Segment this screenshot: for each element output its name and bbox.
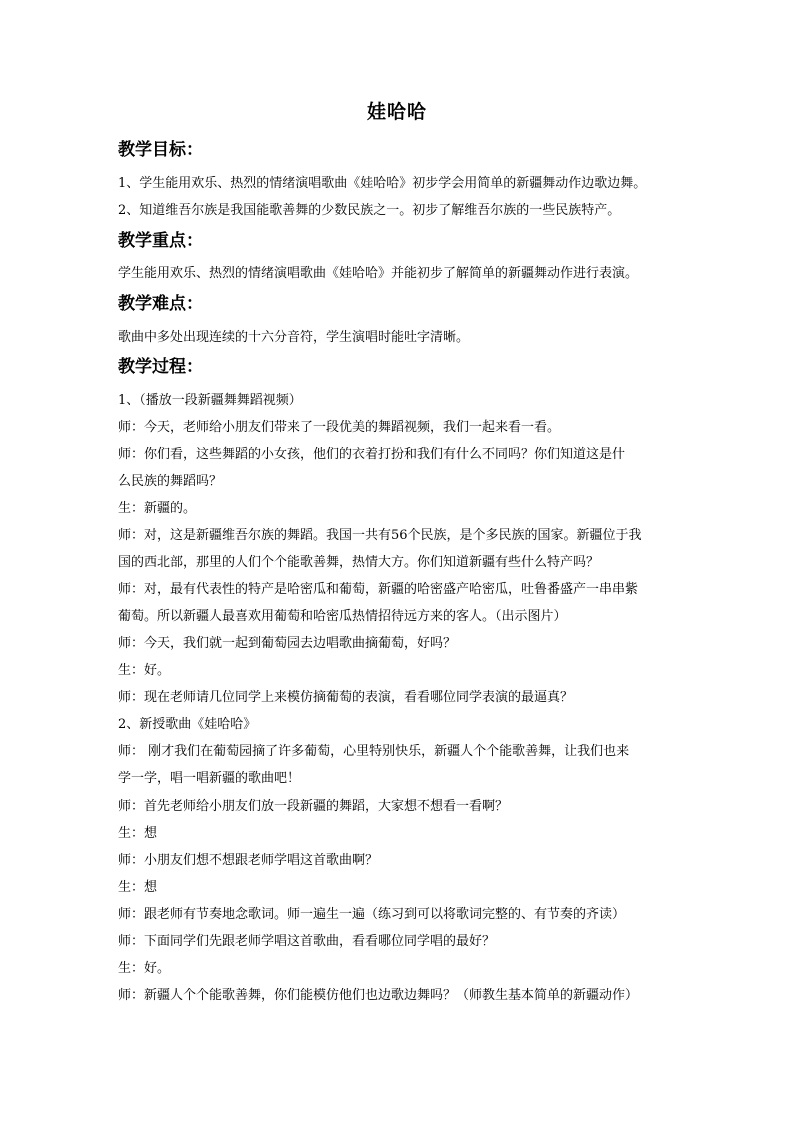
process-line: 师：对，这是新疆维吾尔族的舞蹈。我国一共有56个民族，是个多民族的国家。新疆位于我 [118, 528, 642, 543]
process-line: 生：好。 [118, 961, 171, 976]
document-title: 娃哈哈 [366, 101, 427, 123]
process-line: 师：下面同学们先跟老师学唱这首歌曲，看看哪位同学唱的最好？ [118, 934, 496, 949]
heading-teaching-process: 教学过程： [118, 357, 203, 377]
process-line: 国的西北部，那里的人们个个能歌善舞，热情大方。你们知道新疆有些什么特产吗？ [118, 555, 600, 570]
key-points-text: 学生能用欢乐、热烈的情绪演唱歌曲《娃哈哈》并能初步了解简单的新疆舞动作进行表演。 [118, 266, 639, 281]
process-line: 葡萄。所以新疆人最喜欢用葡萄和哈密瓜热情招待远方来的客人。（出示图片） [118, 609, 567, 624]
process-line: 师：你们看，这些舞蹈的小女孩，他们的衣着打扮和我们有什么不同吗？你们知道这是什 [118, 447, 626, 462]
process-line: 1、（播放一段新疆舞舞蹈视频） [118, 393, 302, 408]
process-line: 2、新授歌曲《娃哈哈》 [118, 717, 257, 732]
heading-key-points: 教学重点： [118, 231, 203, 251]
goal-item-1: 1、学生能用欢乐、热烈的情绪演唱歌曲《娃哈哈》初步学会用简单的新疆舞动作边歌边舞。 [118, 176, 647, 191]
process-line: 师：今天，老师给小朋友们带来了一段优美的舞蹈视频，我们一起来看一看。 [118, 420, 561, 435]
process-line: 师：小朋友们想不想跟老师学唱这首歌曲啊？ [118, 853, 379, 868]
difficulties-text: 歌曲中多处出现连续的十六分音符，学生演唱时能吐字清晰。 [118, 330, 470, 345]
goal-item-2: 2、知道维吾尔族是我国能歌善舞的少数民族之一。初步了解维吾尔族的一些民族特产。 [118, 203, 621, 218]
process-line: 师：现在老师请几位同学上来模仿摘葡萄的表演，看看哪位同学表演的最逼真？ [118, 690, 574, 705]
process-line: 师：跟老师有节奏地念歌词。师一遍生一遍（练习到可以将歌词完整的、有节奏的齐读） [118, 907, 626, 922]
process-line: 学一学，唱一唱新疆的歌曲吧！ [118, 771, 301, 786]
process-line: 师： 刚才我们在葡萄园摘了许多葡萄，心里特别快乐，新疆人个个能歌善舞，让我们也来 [118, 744, 630, 759]
process-line: 生：想 [118, 880, 158, 895]
process-line: 师：新疆人个个能歌善舞，你们能模仿他们也边歌边舞吗？（师教生基本简单的新疆动作） [118, 988, 639, 1003]
process-line: 么民族的舞蹈吗？ [118, 474, 223, 489]
heading-difficulties: 教学难点： [118, 294, 203, 314]
process-line: 师：对，最有代表性的特产是哈密瓜和葡萄，新疆的哈密盛产哈密瓜，吐鲁番盛产一串串紫 [118, 582, 639, 597]
process-line: 生：想 [118, 826, 158, 841]
process-line: 师：今天，我们就一起到葡萄园去边唱歌曲摘葡萄，好吗？ [118, 636, 457, 651]
heading-teaching-goals: 教学目标： [118, 140, 203, 160]
process-line: 生：好。 [118, 663, 171, 678]
process-line: 师：首先老师给小朋友们放一段新疆的舞蹈，大家想不想看一看啊？ [118, 799, 509, 814]
process-line: 生：新疆的。 [118, 501, 197, 516]
